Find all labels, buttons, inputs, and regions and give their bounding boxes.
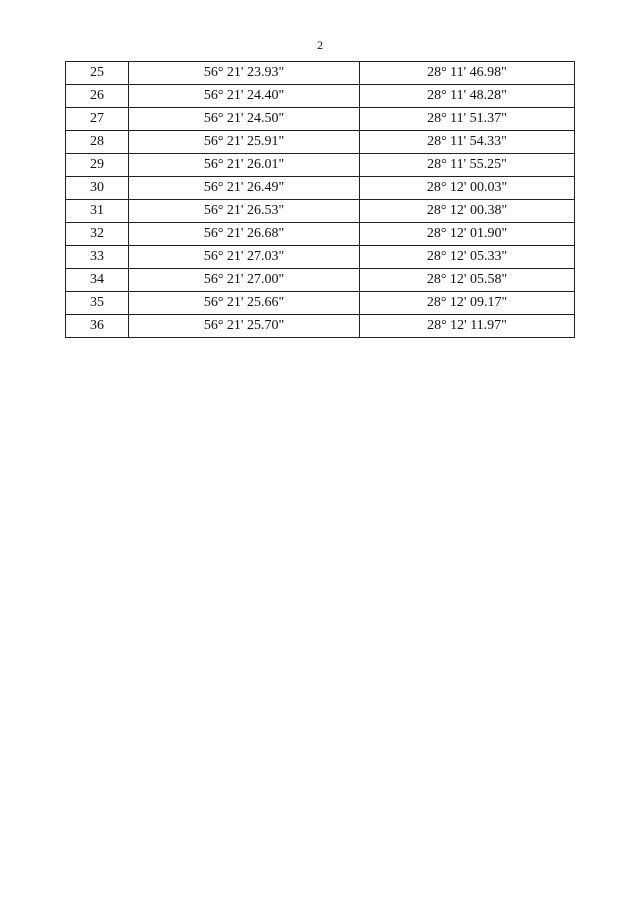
latitude-cell: 56° 21' 26.01" (129, 154, 360, 177)
longitude-cell: 28° 12' 11.97" (360, 315, 575, 338)
table-row (66, 154, 575, 177)
table-row (66, 315, 575, 338)
table-row (66, 246, 575, 269)
point-number: 25 (66, 62, 129, 85)
table-row (66, 131, 575, 154)
longitude-cell: 28° 11' 46.98" (360, 62, 575, 85)
point-number: 32 (66, 223, 129, 246)
point-number: 27 (66, 108, 129, 131)
point-number: 26 (66, 85, 129, 108)
table-row (66, 108, 575, 131)
latitude-cell: 56° 21' 25.66" (129, 292, 360, 315)
table-row (66, 292, 575, 315)
table-row (66, 177, 575, 200)
latitude-cell: 56° 21' 23.93" (129, 62, 360, 85)
latitude-cell: 56° 21' 24.40" (129, 85, 360, 108)
longitude-cell: 28° 12' 09.17" (360, 292, 575, 315)
table-row (66, 85, 575, 108)
latitude-cell: 56° 21' 25.91" (129, 131, 360, 154)
longitude-cell: 28° 12' 01.90" (360, 223, 575, 246)
latitude-cell: 56° 21' 26.49" (129, 177, 360, 200)
point-number: 34 (66, 269, 129, 292)
point-number: 36 (66, 315, 129, 338)
latitude-cell: 56° 21' 26.53" (129, 200, 360, 223)
longitude-cell: 28° 11' 55.25" (360, 154, 575, 177)
point-number: 31 (66, 200, 129, 223)
longitude-cell: 28° 12' 00.03" (360, 177, 575, 200)
coordinates-table (65, 61, 575, 338)
point-number: 28 (66, 131, 129, 154)
latitude-cell: 56° 21' 24.50" (129, 108, 360, 131)
page-number: 2 (317, 38, 323, 52)
longitude-cell: 28° 12' 05.58" (360, 269, 575, 292)
point-number: 33 (66, 246, 129, 269)
longitude-cell: 28° 12' 05.33" (360, 246, 575, 269)
longitude-cell: 28° 11' 51.37" (360, 108, 575, 131)
latitude-cell: 56° 21' 27.03" (129, 246, 360, 269)
table-row (66, 200, 575, 223)
table-row (66, 223, 575, 246)
longitude-cell: 28° 12' 00.38" (360, 200, 575, 223)
longitude-cell: 28° 11' 48.28" (360, 85, 575, 108)
latitude-cell: 56° 21' 27.00" (129, 269, 360, 292)
table-row (66, 62, 575, 85)
longitude-cell: 28° 11' 54.33" (360, 131, 575, 154)
latitude-cell: 56° 21' 26.68" (129, 223, 360, 246)
latitude-cell: 56° 21' 25.70" (129, 315, 360, 338)
point-number: 29 (66, 154, 129, 177)
point-number: 35 (66, 292, 129, 315)
table-row (66, 269, 575, 292)
point-number: 30 (66, 177, 129, 200)
